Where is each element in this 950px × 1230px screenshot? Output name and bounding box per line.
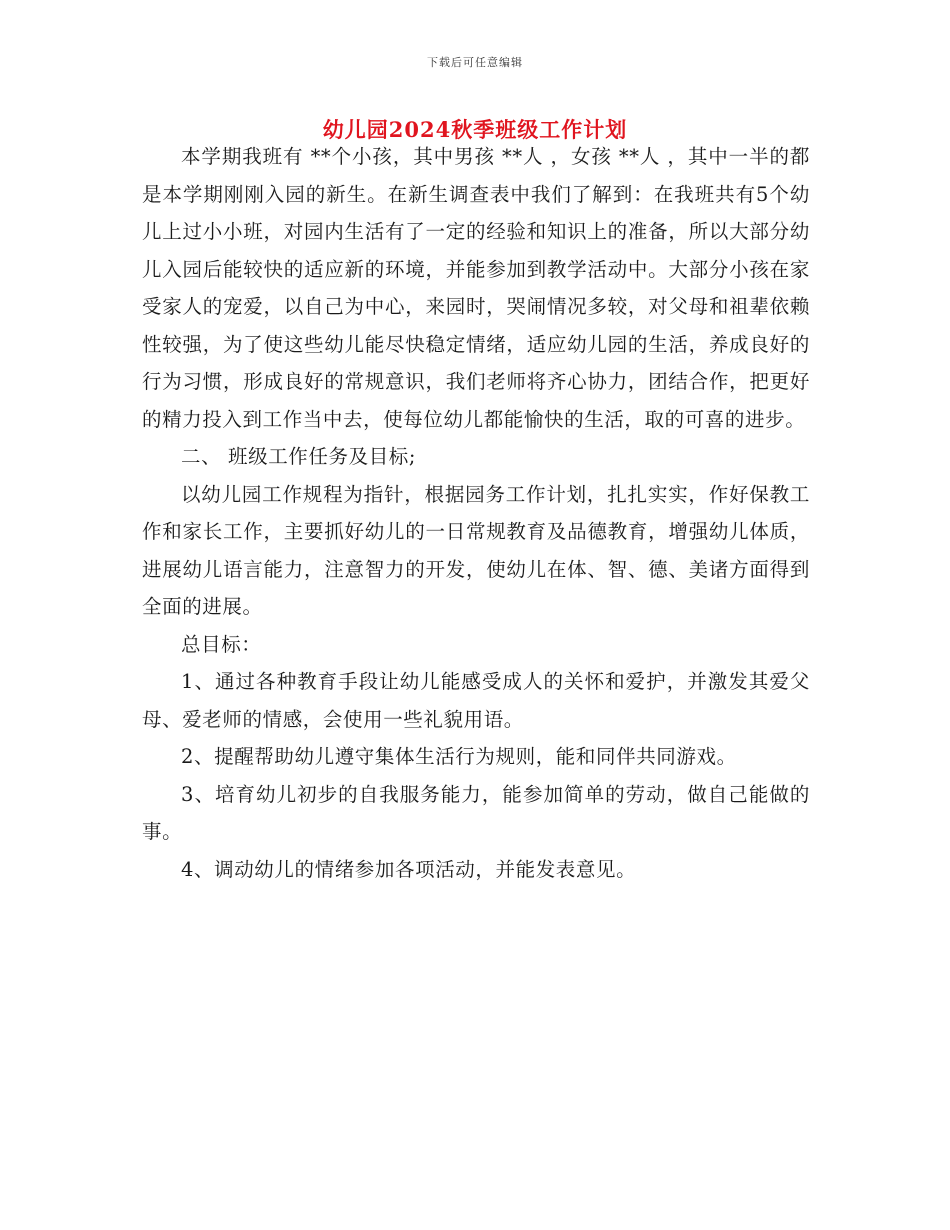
goal-item-3: 3、培育幼儿初步的自我服务能力，能参加简单的劳动，做自己能做的事。 bbox=[142, 782, 810, 843]
paragraph-intro: 本学期我班有 **个小孩，其中男孩 **人 ，女孩 **人 ，其中一半的都是本学期刚刚入园的新生。在新生调查表中我们了解到：在我班共有5个幼儿上过小小班，对园内生活有了一定的经验和知识上的准备，所以大部分幼儿入园后能较快的适应新的环境，并能参加到教学活动中。大部分小孩在家受家人的宠爱，以自己为中心，来园时，哭闹情况多较，对父母和祖辈依赖性较强，为了使这些幼儿能尽快稳定情绪，适应幼儿园的生活，养成良好的行为习惯，形成良好的常规意识，我们老师将齐心协力，团结合作，把更好的精力投入到工作当中去，使每位幼儿都能愉快的生活，取的可喜的进步。 bbox=[142, 145, 810, 431]
header-note: 下载后可任意编辑 bbox=[427, 56, 523, 69]
document-body bbox=[142, 138, 810, 888]
heading-overall-goals: 总目标： bbox=[181, 632, 262, 656]
goal-item-2: 2、提醒帮助幼儿遵守集体生活行为规则，能和同伴共同游戏。 bbox=[181, 745, 737, 768]
section-heading-tasks: 二、 班级工作任务及目标; bbox=[181, 445, 417, 468]
paragraph-tasks: 以幼儿园工作规程为指针，根据园务工作计划，扎扎实实，作好保教工作和家长工作，主要抓好幼儿的一日常规教育及品德教育，增强幼儿体质，进展幼儿语言能力，注意智力的开发，使幼儿在体、智、德、美诸方面得到全面的进展。 bbox=[142, 482, 810, 618]
goal-item-1: 1、通过各种教育手段让幼儿能感受成人的关怀和爱护，并激发其爱父母、爱老师的情感，会使用一些礼貌用语。 bbox=[142, 670, 810, 731]
document-title: 幼儿园2024秋季班级工作计划 bbox=[322, 117, 628, 142]
goal-item-4: 4、调动幼儿的情绪参加各项活动，并能发表意见。 bbox=[181, 857, 637, 881]
